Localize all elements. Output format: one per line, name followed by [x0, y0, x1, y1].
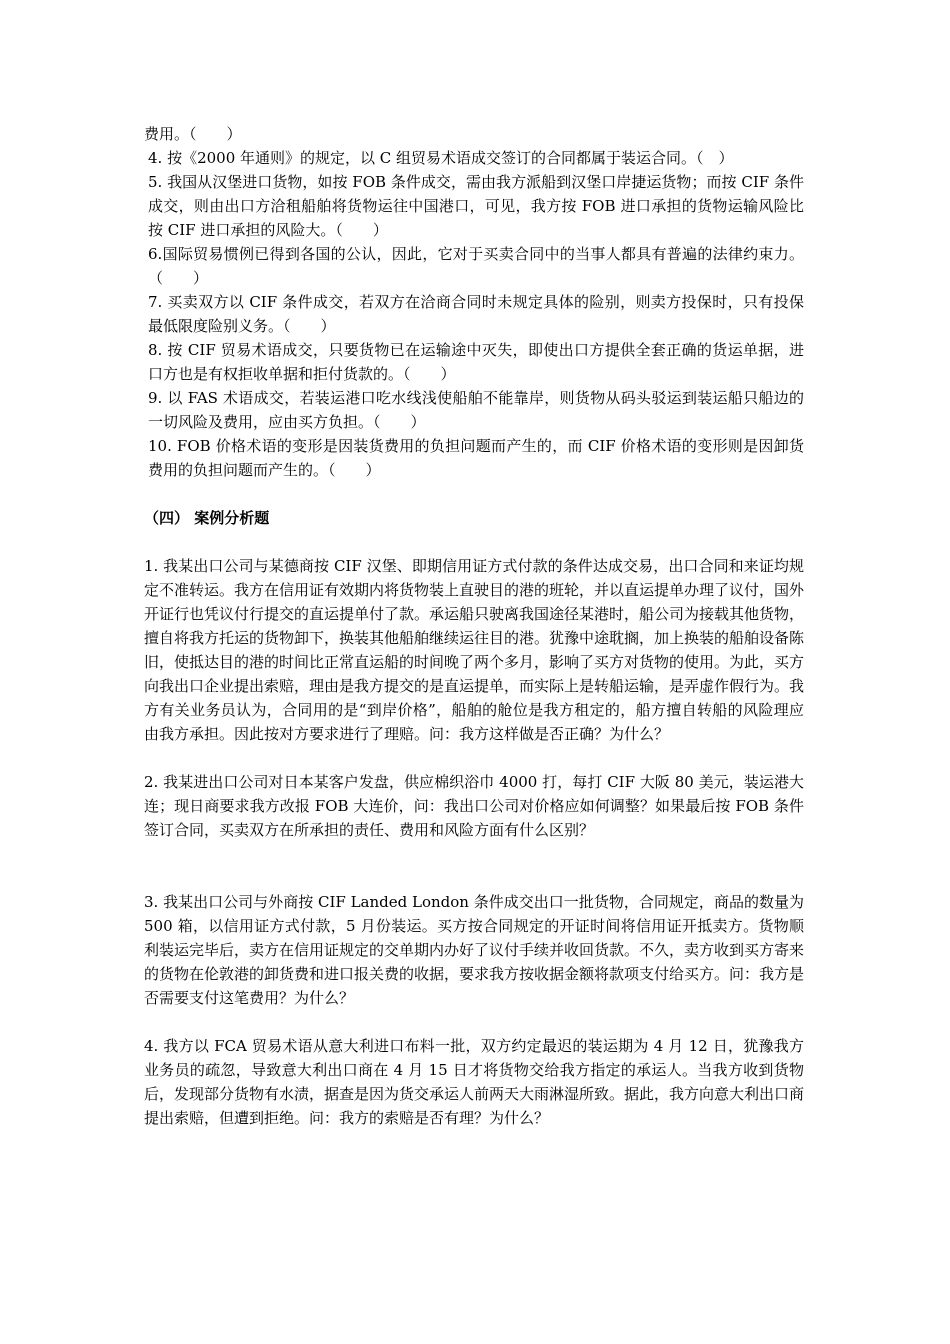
spacer: [144, 1010, 804, 1034]
tf-item-9: 9. 以 FAS 术语成交，若装运港口吃水线浅使船舶不能靠岸，则货物从码头驳运到装运船只船边的一切风险及费用，应由买方负担。（ ）: [148, 389, 804, 431]
spacer: [144, 842, 804, 890]
tf-item-6: 6.国际贸易惯例已得到各国的公认，因此，它对于买卖合同中的当事人都具有普遍的法律约束力。（ ）: [148, 245, 804, 287]
case-3: 3. 我某出口公司与外商按 CIF Landed London 条件成交出口一批货物，合同规定，商品的数量为 500 箱，以信用证方式付款，5 月份装运。买方按合同规定的开证时间将信用证开抵卖方。货物顺利装运完毕后，卖方在信用证规定的交单期内办好了议付手续并收回货款。不久，卖方收到买方寄来的货物在伦敦港的卸货费和进口报关费的收据，要求我方按收据金额将款项支付给买方。问：我方是否需要支付这笔费用？为什么？: [144, 893, 805, 1007]
tf-item-5: 5. 我国从汉堡进口货物，如按 FOB 条件成交，需由我方派船到汉堡口岸捷运货物；而按 CIF 条件成交，则由出口方洽租船舶将货物运往中国港口，可见，我方按 FOB 进口承担的货物运输风险比按 CIF 进口承担的风险大。（ ）: [148, 173, 804, 239]
case-2: 2. 我某进出口公司对日本某客户发盘，供应棉织浴巾 4000 打，每打 CIF 大阪 80 美元，装运港大连；现日商要求我方改报 FOB 大连价，问：我出口公司对价格应如何调整？如果最后按 FOB 条件签订合同，买卖双方在所承担的责任、费用和风险方面有什么区别？: [144, 773, 804, 839]
document-page: [144, 122, 804, 1130]
spacer: [144, 530, 804, 554]
case-4: 4. 我方以 FCA 贸易术语从意大利进口布料一批，双方约定最迟的装运期为 4 月 12 日，犹豫我方业务员的疏忽，导致意大利出口商在 4 月 15 日才将货物交给我方指定的承运人。当我方收到货物后，发现部分货物有水渍，据查是因为货交承运人前两天大雨淋湿所致。据此，我方向意大利出口商提出索赔，但遭到拒绝。问：我方的索赔是否有理？为什么？: [144, 1037, 805, 1127]
section-heading: （四） 案例分析题: [144, 509, 270, 527]
spacer: [144, 482, 804, 506]
tf-continued-text: 费用。（ ）: [144, 125, 242, 143]
tf-item-10: 10. FOB 价格术语的变形是因装货费用的负担问题而产生的，而 CIF 价格术语的变形则是因卸货费用的负担问题而产生的。（ ）: [148, 437, 804, 479]
spacer: [144, 746, 804, 770]
tf-item-7: 7. 买卖双方以 CIF 条件成交，若双方在洽商合同时未规定具体的险别，则卖方投保时，只有投保最低限度险别义务。（ ）: [148, 293, 804, 335]
tf-item-8: 8. 按 CIF 贸易术语成交，只要货物已在运输途中灭失，即使出口方提供全套正确的货运单据，进口方也是有权拒收单据和拒付货款的。（ ）: [148, 341, 804, 383]
case-1: 1. 我某出口公司与某德商按 CIF 汉堡、即期信用证方式付款的条件达成交易，出口合同和来证均规定不准转运。我方在信用证有效期内将货物装上直驶目的港的班轮，并以直运提单办理了议付，国外开证行也凭议付行提交的直运提单付了款。承运船只驶离我国途径某港时，船公司为接载其他货物，擅自将我方托运的货物卸下，换装其他船舶继续运往目的港。犹豫中途耽搁，加上换装的船舶设备陈旧，使抵达目的港的时间比正常直运船的时间晚了两个多月，影响了买方对货物的使用。为此，买方向我出口企业提出索赔，理由是我方提交的是直运提单，而实际上是转船运输，是弄虚作假行为。我方有关业务员认为，合同用的是“到岸价格”，船舶的舱位是我方租定的，船方擅自转船的风险理应由我方承担。因此按对方要求进行了理赔。问：我方这样做是否正确？为什么？: [144, 557, 805, 743]
tf-item-4: 4. 按《2000 年通则》的规定，以 C 组贸易术语成交签订的合同都属于装运合同。（ ）: [148, 149, 734, 167]
